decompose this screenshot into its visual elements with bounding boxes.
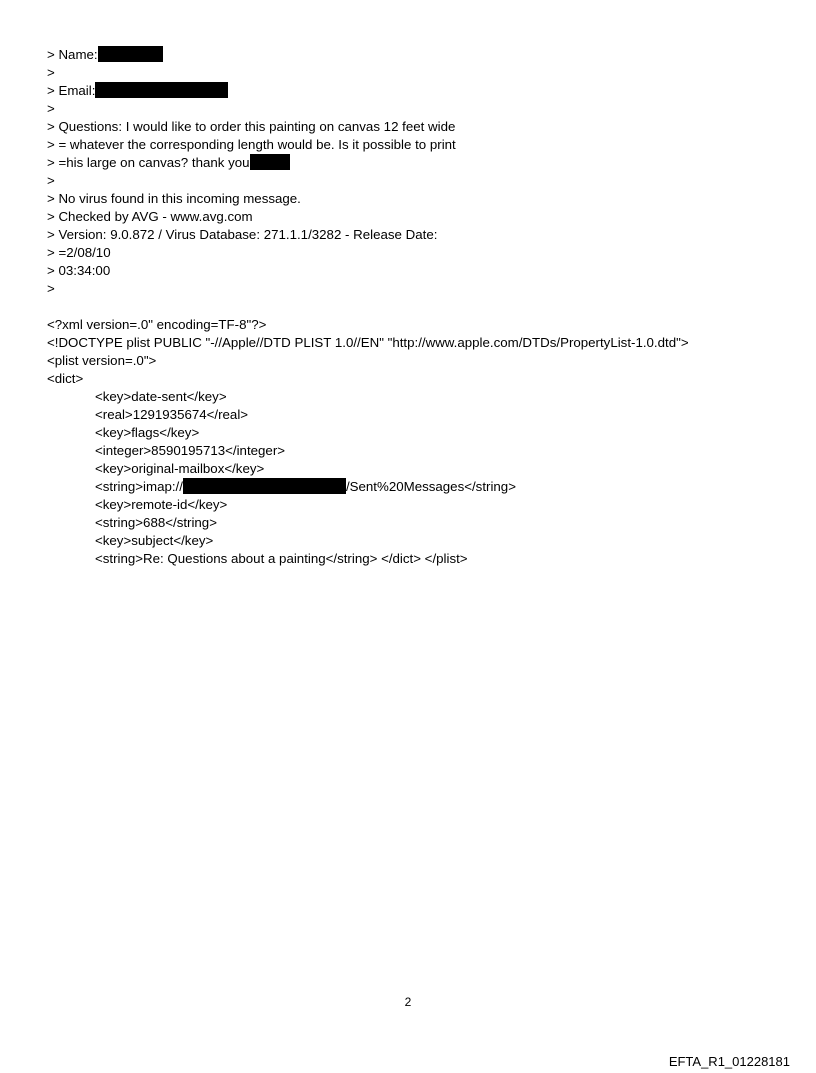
questions-line bbox=[47, 154, 787, 172]
antivirus-line: > 03:34:00 bbox=[47, 263, 111, 278]
plist-key-line: <key>flags</key> bbox=[95, 425, 200, 440]
questions-line: > = whatever the corresponding length would be. Is it possible to print bbox=[47, 137, 456, 152]
plist-value-line: <integer>8590195713</integer> bbox=[95, 443, 286, 458]
antivirus-line: > Version: 9.0.872 / Virus Database: 271.1.1/3282 - Release Date: bbox=[47, 227, 438, 242]
redaction-bar bbox=[250, 154, 290, 170]
name-label: > Name: bbox=[47, 47, 98, 62]
page-number: 2 bbox=[404, 995, 412, 1009]
antivirus-line: > =2/08/10 bbox=[47, 245, 111, 260]
imap-suffix: /Sent%20Messages</string> bbox=[345, 479, 516, 494]
plist-key-line: <key>date-sent</key> bbox=[95, 389, 227, 404]
plist-value-line: <real>1291935674</real> bbox=[95, 407, 249, 422]
doctype-line: <!DOCTYPE plist PUBLIC "-//Apple//DTD PLIST 1.0//EN" "http://www.apple.com/DTDs/PropertyList-1.0.dtd"> bbox=[47, 335, 689, 350]
quote-blank-line: > bbox=[47, 173, 55, 188]
quote-blank-line: > bbox=[47, 101, 55, 116]
name-line bbox=[47, 46, 787, 64]
antivirus-line: > Checked by AVG - www.avg.com bbox=[47, 209, 253, 224]
questions-line: > Questions: I would like to order this painting on canvas 12 feet wide bbox=[47, 119, 456, 134]
questions-text: > =his large on canvas? thank you bbox=[47, 155, 250, 170]
dict-open-tag: <dict> bbox=[47, 371, 84, 386]
redaction-bar bbox=[98, 46, 163, 62]
plist-open-tag: <plist version=.0"> bbox=[47, 353, 157, 368]
plist-key-line: <key>original-mailbox</key> bbox=[95, 461, 265, 476]
imap-prefix: <string>imap:// bbox=[95, 479, 183, 494]
quote-blank-line: > bbox=[47, 281, 55, 296]
xml-declaration: <?xml version=.0" encoding=TF-8"?> bbox=[47, 317, 267, 332]
plist-value-line: <string>Re: Questions about a painting</string> </dict> </plist> bbox=[95, 551, 468, 566]
redaction-bar bbox=[183, 478, 346, 494]
section-gap bbox=[47, 298, 787, 316]
document-body bbox=[47, 46, 787, 568]
plist-key-line: <key>subject</key> bbox=[95, 533, 214, 548]
plist-value-line: <string>688</string> bbox=[95, 515, 217, 530]
redaction-bar bbox=[95, 82, 228, 98]
quote-blank-line: > bbox=[47, 65, 55, 80]
plist-value-line bbox=[47, 478, 787, 496]
email-line bbox=[47, 82, 787, 100]
bates-number: EFTA_R1_01228181 bbox=[668, 1054, 790, 1069]
antivirus-line: > No virus found in this incoming message. bbox=[47, 191, 301, 206]
plist-key-line: <key>remote-id</key> bbox=[95, 497, 228, 512]
email-label: > Email: bbox=[47, 83, 96, 98]
